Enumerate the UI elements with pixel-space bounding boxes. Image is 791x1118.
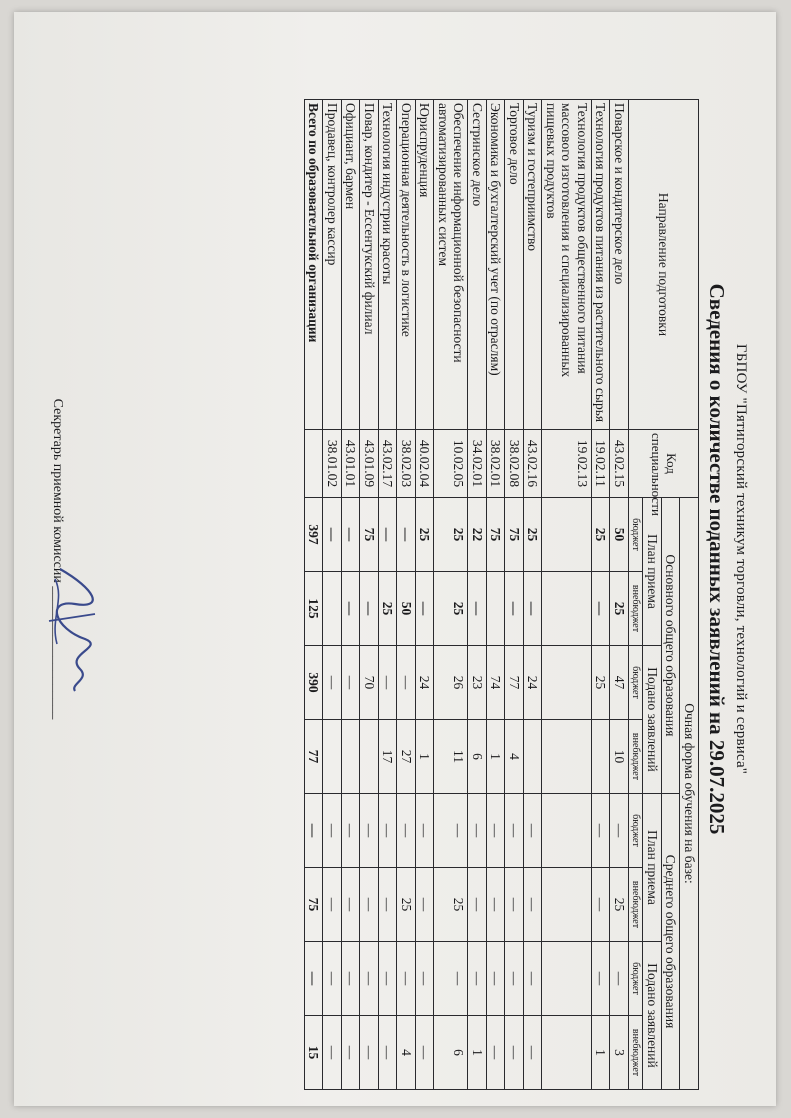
value-cell: — bbox=[468, 868, 487, 942]
extra-header: внебюджет bbox=[628, 1016, 643, 1090]
value-cell: 75 bbox=[486, 498, 505, 572]
organization-name: ГБПОУ "Пятигорский техникум торговли, технологий и сервиса" bbox=[733, 343, 749, 775]
value-cell: — bbox=[610, 942, 629, 1016]
value-cell: — bbox=[378, 942, 397, 1016]
extra-header: внебюджет bbox=[628, 720, 643, 794]
value-cell bbox=[542, 942, 592, 1016]
value-cell: — bbox=[415, 868, 434, 942]
table-row bbox=[341, 100, 360, 1090]
value-cell: — bbox=[505, 1016, 524, 1090]
value-cell: — bbox=[341, 868, 360, 942]
value-cell: — bbox=[341, 572, 360, 646]
value-cell: — bbox=[591, 942, 610, 1016]
value-cell bbox=[542, 720, 592, 794]
value-cell: — bbox=[397, 498, 416, 572]
value-cell: — bbox=[323, 942, 342, 1016]
value-cell: — bbox=[523, 868, 542, 942]
value-cell: 6 bbox=[434, 1016, 468, 1090]
value-cell: 25 bbox=[591, 498, 610, 572]
table-row bbox=[505, 100, 524, 1090]
value-cell: — bbox=[360, 572, 379, 646]
code-cell: 43.01.01 bbox=[341, 430, 360, 498]
base-basic-header: Основного общего образования bbox=[661, 498, 680, 794]
value-cell: 390 bbox=[304, 646, 323, 720]
value-cell: 3 bbox=[610, 1016, 629, 1090]
value-cell: — bbox=[397, 646, 416, 720]
document-page bbox=[14, 12, 776, 1106]
code-cell: 38.01.02 bbox=[323, 430, 342, 498]
direction-cell: Экономика и бухгалтерский учет (по отраслям) bbox=[486, 100, 505, 430]
value-cell: — bbox=[378, 868, 397, 942]
value-cell: — bbox=[341, 794, 360, 868]
value-cell: — bbox=[610, 794, 629, 868]
code-cell: 43.02.17 bbox=[378, 430, 397, 498]
value-cell: 26 bbox=[434, 646, 468, 720]
value-cell: 77 bbox=[505, 646, 524, 720]
code-cell: 38.02.01 bbox=[486, 430, 505, 498]
direction-cell: Технология индустрии красоты bbox=[378, 100, 397, 430]
code-cell: 19.02.13 bbox=[542, 430, 592, 498]
value-cell bbox=[523, 720, 542, 794]
code-cell: 38.02.08 bbox=[505, 430, 524, 498]
value-cell: 1 bbox=[415, 720, 434, 794]
value-cell: 75 bbox=[505, 498, 524, 572]
value-cell: — bbox=[323, 646, 342, 720]
value-cell: — bbox=[341, 498, 360, 572]
base-secondary-header: Среднего общего образования bbox=[661, 794, 680, 1090]
budget-header: бюджет bbox=[628, 942, 643, 1016]
value-cell: — bbox=[523, 794, 542, 868]
value-cell: — bbox=[378, 794, 397, 868]
applications-table bbox=[304, 99, 699, 1090]
value-cell: — bbox=[360, 1016, 379, 1090]
value-cell: 10 bbox=[610, 720, 629, 794]
value-cell: 77 bbox=[304, 720, 323, 794]
value-cell: 47 bbox=[610, 646, 629, 720]
table-row bbox=[415, 100, 434, 1090]
value-cell: 15 bbox=[304, 1016, 323, 1090]
value-cell: — bbox=[468, 572, 487, 646]
value-cell bbox=[323, 720, 342, 794]
table-row bbox=[360, 100, 379, 1090]
plan-header: План приема bbox=[643, 794, 662, 942]
value-cell: — bbox=[341, 646, 360, 720]
direction-cell: Сестринское дело bbox=[468, 100, 487, 430]
value-cell bbox=[542, 1016, 592, 1090]
value-cell: — bbox=[378, 1016, 397, 1090]
value-cell: 1 bbox=[468, 1016, 487, 1090]
value-cell: — bbox=[304, 794, 323, 868]
code-cell: 19.02.11 bbox=[591, 430, 610, 498]
direction-cell: Технология продуктов питания из растительного сырья bbox=[591, 100, 610, 430]
value-cell: 25 bbox=[523, 498, 542, 572]
value-cell: 25 bbox=[415, 498, 434, 572]
value-cell: 22 bbox=[468, 498, 487, 572]
table-row bbox=[397, 100, 416, 1090]
table-row bbox=[542, 100, 592, 1090]
form-header: Очная форма обучения на базе: bbox=[680, 498, 699, 1090]
applied-header: Подано заявлений bbox=[643, 646, 662, 794]
value-cell bbox=[591, 720, 610, 794]
value-cell: 25 bbox=[610, 572, 629, 646]
value-cell: 125 bbox=[304, 572, 323, 646]
code-cell: 34.02.01 bbox=[468, 430, 487, 498]
value-cell: 24 bbox=[415, 646, 434, 720]
value-cell: — bbox=[486, 942, 505, 1016]
value-cell: — bbox=[323, 868, 342, 942]
value-cell: 6 bbox=[468, 720, 487, 794]
value-cell: — bbox=[468, 794, 487, 868]
extra-header: внебюджет bbox=[628, 868, 643, 942]
value-cell: — bbox=[434, 942, 468, 1016]
code-cell: 40.02.04 bbox=[415, 430, 434, 498]
table-row bbox=[591, 100, 610, 1090]
value-cell: — bbox=[486, 868, 505, 942]
value-cell: — bbox=[505, 572, 524, 646]
value-cell: — bbox=[523, 942, 542, 1016]
code-cell: 38.02.03 bbox=[397, 430, 416, 498]
value-cell: — bbox=[397, 942, 416, 1016]
code-cell bbox=[304, 430, 323, 498]
value-cell: 50 bbox=[610, 498, 629, 572]
table-row bbox=[610, 100, 629, 1090]
value-cell: 25 bbox=[434, 868, 468, 942]
value-cell: — bbox=[378, 498, 397, 572]
value-cell: 4 bbox=[397, 1016, 416, 1090]
value-cell: 397 bbox=[304, 498, 323, 572]
value-cell: — bbox=[434, 794, 468, 868]
table-row bbox=[486, 100, 505, 1090]
direction-cell: Юриспруденция bbox=[415, 100, 434, 430]
table-total-row bbox=[304, 100, 323, 1090]
value-cell: 23 bbox=[468, 646, 487, 720]
value-cell: 1 bbox=[591, 1016, 610, 1090]
value-cell: — bbox=[505, 794, 524, 868]
value-cell: — bbox=[505, 868, 524, 942]
value-cell: 70 bbox=[360, 646, 379, 720]
page-title: Сведения о количестве поданных заявлений на 29.07.2025 bbox=[705, 283, 729, 835]
handwritten-signature bbox=[35, 559, 115, 699]
value-cell: — bbox=[415, 572, 434, 646]
applied-header: Подано заявлений bbox=[643, 942, 662, 1090]
value-cell bbox=[486, 572, 505, 646]
direction-cell: Технология продуктов общественного питания массового изготовления и специализированных пищевых продуктов bbox=[542, 100, 592, 430]
direction-cell: Поварское и кондитерское дело bbox=[610, 100, 629, 430]
direction-cell: Обеспечение информационной безопасности автоматизированных систем bbox=[434, 100, 468, 430]
budget-header: бюджет bbox=[628, 498, 643, 572]
col-direction-header: Направление подготовки bbox=[628, 100, 698, 430]
value-cell: 17 bbox=[378, 720, 397, 794]
value-cell bbox=[542, 868, 592, 942]
value-cell: 75 bbox=[304, 868, 323, 942]
value-cell: — bbox=[360, 942, 379, 1016]
value-cell: 11 bbox=[434, 720, 468, 794]
value-cell: — bbox=[323, 498, 342, 572]
value-cell: 24 bbox=[523, 646, 542, 720]
value-cell: — bbox=[415, 794, 434, 868]
direction-cell: Официант, бармен bbox=[341, 100, 360, 430]
value-cell: — bbox=[341, 942, 360, 1016]
value-cell: 25 bbox=[591, 646, 610, 720]
value-cell: — bbox=[378, 646, 397, 720]
value-cell: 75 bbox=[360, 498, 379, 572]
value-cell: — bbox=[505, 942, 524, 1016]
direction-cell: Повар, кондитер - Ессентукский филиал bbox=[360, 100, 379, 430]
table-body bbox=[304, 100, 628, 1090]
direction-cell: Туризм и гостеприимство bbox=[523, 100, 542, 430]
direction-cell: Всего по образовательной организации bbox=[304, 100, 323, 430]
secretary-signature-line: Секретарь приемной комиссии ___________________ bbox=[50, 398, 65, 720]
table-row bbox=[323, 100, 342, 1090]
value-cell: — bbox=[591, 794, 610, 868]
value-cell: 74 bbox=[486, 646, 505, 720]
value-cell: — bbox=[323, 1016, 342, 1090]
table-row bbox=[378, 100, 397, 1090]
value-cell: 25 bbox=[378, 572, 397, 646]
code-cell: 43.01.09 bbox=[360, 430, 379, 498]
plan-header: План приема bbox=[643, 498, 662, 646]
value-cell bbox=[341, 720, 360, 794]
value-cell bbox=[542, 572, 592, 646]
budget-header: бюджет bbox=[628, 794, 643, 868]
col-code-header: Код специальности bbox=[628, 430, 698, 498]
value-cell: — bbox=[360, 868, 379, 942]
direction-cell: Операционная деятельность в логистике bbox=[397, 100, 416, 430]
value-cell: — bbox=[304, 942, 323, 1016]
value-cell: — bbox=[323, 794, 342, 868]
code-cell: 10.02.05 bbox=[434, 430, 468, 498]
value-cell: — bbox=[415, 1016, 434, 1090]
direction-cell: Продавец, контролер кассир bbox=[323, 100, 342, 430]
value-cell bbox=[542, 498, 592, 572]
table-row bbox=[523, 100, 542, 1090]
value-cell bbox=[542, 794, 592, 868]
code-cell: 43.02.16 bbox=[523, 430, 542, 498]
value-cell: — bbox=[415, 942, 434, 1016]
value-cell bbox=[323, 572, 342, 646]
code-cell: 43.02.15 bbox=[610, 430, 629, 498]
value-cell: 27 bbox=[397, 720, 416, 794]
value-cell: — bbox=[468, 942, 487, 1016]
value-cell: — bbox=[486, 1016, 505, 1090]
table-row bbox=[434, 100, 468, 1090]
value-cell: — bbox=[523, 572, 542, 646]
value-cell: 50 bbox=[397, 572, 416, 646]
value-cell: 25 bbox=[434, 572, 468, 646]
value-cell bbox=[360, 720, 379, 794]
value-cell: 25 bbox=[397, 868, 416, 942]
value-cell: — bbox=[523, 1016, 542, 1090]
value-cell: — bbox=[591, 572, 610, 646]
value-cell: — bbox=[591, 868, 610, 942]
extra-header: внебюджет bbox=[628, 572, 643, 646]
value-cell: 1 bbox=[486, 720, 505, 794]
direction-cell: Торговое дело bbox=[505, 100, 524, 430]
value-cell: — bbox=[360, 794, 379, 868]
rotated-content bbox=[25, 19, 755, 1099]
table-row bbox=[468, 100, 487, 1090]
value-cell: 25 bbox=[610, 868, 629, 942]
value-cell: 4 bbox=[505, 720, 524, 794]
value-cell: 25 bbox=[434, 498, 468, 572]
budget-header: бюджет bbox=[628, 646, 643, 720]
value-cell bbox=[542, 646, 592, 720]
value-cell: — bbox=[486, 794, 505, 868]
value-cell: — bbox=[341, 1016, 360, 1090]
value-cell: — bbox=[397, 794, 416, 868]
